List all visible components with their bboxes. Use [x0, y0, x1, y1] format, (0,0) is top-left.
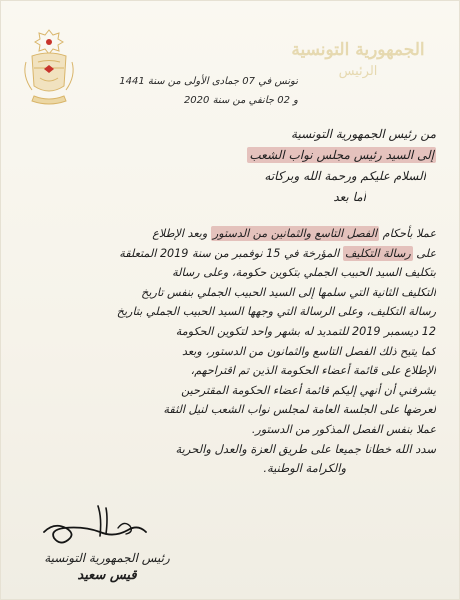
signature-block	[32, 550, 182, 585]
body-line-10: لعرضها على الجلسة العامة لمجلس نواب الشعب لنيل الثقة	[163, 403, 436, 417]
highlight-assignment-letter: رسالة التكليف	[344, 246, 411, 260]
signatory-name: قيس سعيد	[77, 568, 137, 583]
body-line-4: التكليف الثانية التي سلمها إلى السيد الحبيب الجملي بنفس تاريخ	[141, 285, 436, 299]
body-line-1-post: وبعد الإطلاع	[152, 227, 211, 240]
signatory-title: رئيس الجمهورية التونسية	[44, 551, 170, 565]
recipient-highlight: إلى السيد رئيس مجلس نواب الشعب	[249, 148, 434, 162]
date-hijri: تونس في 07 جمادى الأولى من سنة 1441	[119, 76, 298, 87]
body-line-1	[24, 224, 436, 244]
highlight-article-89: الفصل التاسع والثمانين من الدستور	[212, 227, 378, 240]
tunisia-coat-of-arms-emblem	[20, 22, 78, 114]
body-line-7: كما يتيح ذلك الفصل التاسع والثمانون من الدستور، وبعد	[181, 344, 436, 358]
body-line-11: عملا بنفس الفصل المذكور من الدستور.	[251, 422, 436, 436]
letterhead	[278, 40, 438, 79]
handwritten-signature	[40, 498, 160, 550]
body-line-2-pre: على	[412, 246, 436, 260]
date-block	[88, 72, 298, 110]
greeting-line: السلام عليكم ورحمة الله وبركاته	[264, 169, 426, 183]
recipient-line	[24, 145, 436, 166]
sender-line: من رئيس الجمهورية التونسية	[291, 127, 436, 141]
body-line-5: رسالة التكليف، وعلى الرسالة التي وجهها السيد الحبيب الجملي بتاريخ	[116, 305, 436, 319]
date-gregorian: و 02 جانفي من سنة 2020	[183, 95, 298, 106]
body-line-9: يشرفني أن أنهي إليكم قائمة أعضاء الحكومة المقترحين	[181, 383, 436, 397]
amma-baad-line: أما بعد	[333, 190, 366, 204]
body-line-2-post: المؤرخة في 15 نوفمبر من سنة 2019 المتعلقة	[119, 246, 343, 260]
body-line-2	[24, 244, 436, 264]
body-line-3: بتكليف السيد الحبيب الجملي بتكوين حكومة، وعلى رسالة	[172, 266, 436, 280]
body-line-6: 12 ديسمبر 2019 للتمديد له بشهر واحد لتكوين الحكومة	[175, 324, 436, 338]
body-line-8: الإطلاع على قائمة أعضاء الحكومة الذين تم اقتراحهم،	[190, 364, 436, 378]
letter-body	[24, 124, 436, 478]
letterhead-title: الجمهورية التونسية	[291, 40, 425, 60]
closing-line-2: والكرامة الوطنية.	[263, 460, 346, 475]
closing-line-1: سدد الله خطانا جميعا على طريق العزة والعدل والحرية	[175, 441, 436, 456]
letterhead-subtitle: الرئيس	[338, 64, 378, 79]
body-line-1-pre: عملا بأحكام	[379, 227, 436, 240]
